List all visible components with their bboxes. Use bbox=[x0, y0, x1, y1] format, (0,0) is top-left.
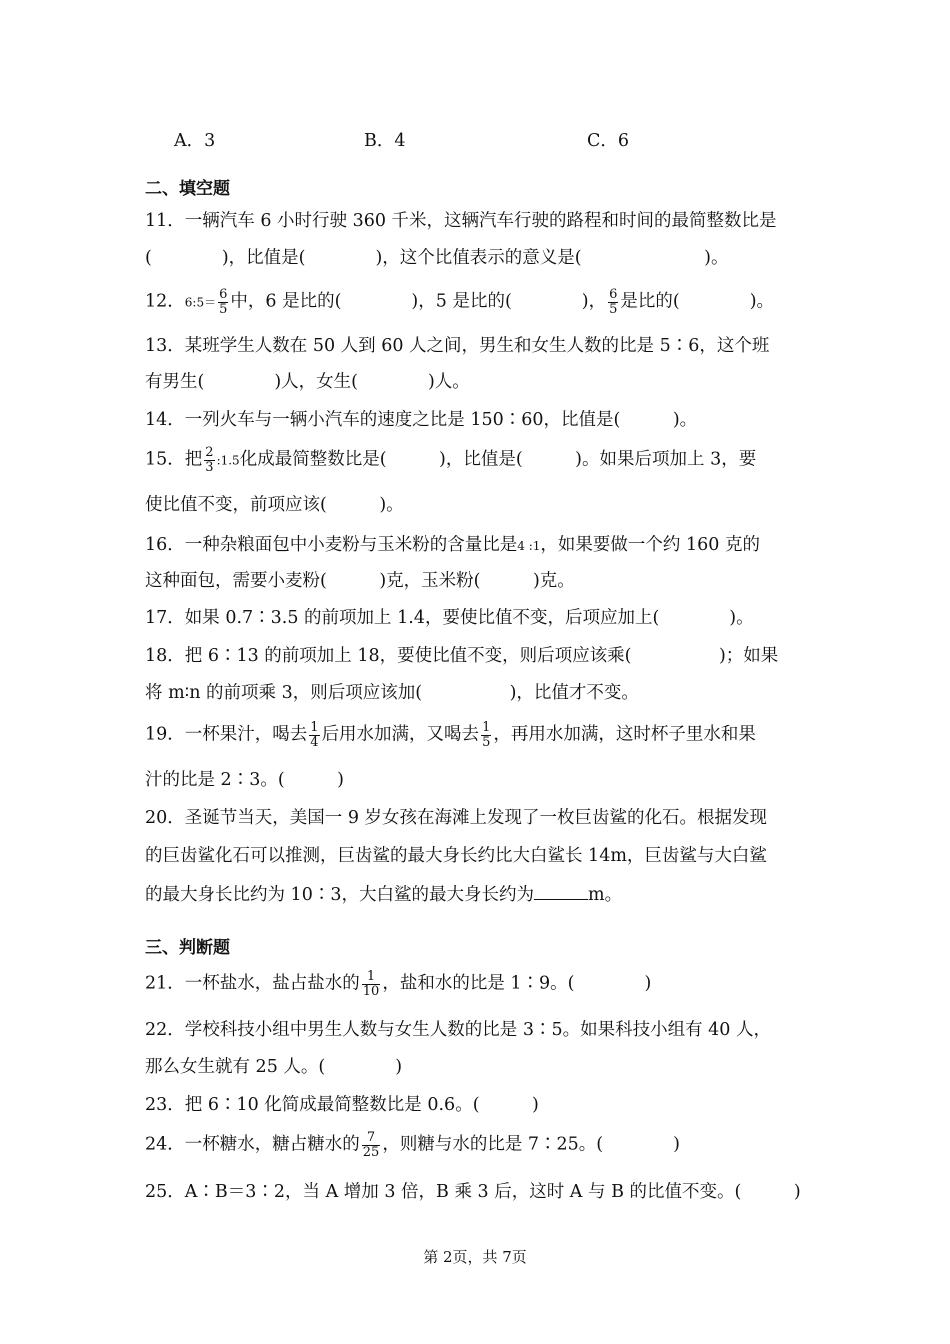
option-c: C．6 bbox=[587, 131, 630, 151]
q24-f-den: 25 bbox=[362, 1144, 380, 1160]
q16-line2: 这种面包，需要小麦粉( )克，玉米粉( )克。 bbox=[145, 571, 575, 591]
q15-f-num: 2 bbox=[205, 445, 214, 460]
q21-prefix: 21．一杯盐水，盐占盐水的 bbox=[145, 973, 360, 994]
option-a: A．3 bbox=[174, 131, 216, 151]
q19-line1 bbox=[145, 721, 756, 749]
q21 bbox=[145, 970, 651, 998]
q25: 25．A∶B＝3∶2，当 A 增加 3 倍，B 乘 3 后，这时 A 与 B 的比值不变。( ) bbox=[145, 1182, 801, 1202]
q20-line3-text: 的最大身长比约为 10∶3，大白鲨的最大身长约为 bbox=[145, 885, 534, 905]
section-judge-heading: 三、判断题 bbox=[145, 938, 230, 958]
q19-fraction-1 bbox=[309, 721, 319, 749]
q16-line1 bbox=[145, 537, 760, 555]
q12-post: 是比的( )。 bbox=[620, 291, 775, 312]
q24 bbox=[145, 1131, 680, 1159]
q21-fraction bbox=[362, 970, 381, 998]
q12-expr: 6:5＝ bbox=[184, 295, 217, 310]
section-fill-heading: 二、填空题 bbox=[145, 179, 230, 199]
q11-line1: 11．一辆汽车 6 小时行驶 360 千米，这辆汽车行驶的路程和时间的最简整数比是 bbox=[145, 211, 777, 231]
q12-fraction-1 bbox=[218, 288, 228, 316]
q12-mid: 中，6 是比的( )，5 是比的( )， bbox=[230, 291, 607, 312]
q19-post: ，再用水加满，这时杯子里水和果 bbox=[493, 724, 756, 745]
q21-f-den: 10 bbox=[362, 983, 380, 999]
q13-line1: 13．某班学生人数在 50 人到 60 人之间，男生和女生人数的比是 5∶6，这个班 bbox=[145, 336, 770, 356]
q18-line2: 将 m∶n 的前项乘 3，则后项应该加( )，比值才不变。 bbox=[145, 683, 639, 703]
q11-line2: ( )，比值是( )，这个比值表示的意义是( )。 bbox=[145, 248, 729, 268]
q15-f-den: 3 bbox=[205, 459, 214, 475]
q19-prefix: 19．一杯果汁，喝去 bbox=[145, 724, 308, 745]
q15-line2: 使比值不变，前项应该( )。 bbox=[145, 495, 404, 515]
q19-f1-num: 1 bbox=[310, 720, 319, 735]
q20-answer-blank bbox=[534, 885, 588, 900]
q19-mid: 后用水加满，又喝去 bbox=[321, 724, 480, 745]
q15-fraction bbox=[204, 446, 214, 474]
q22-line1: 22．学校科技小组中男生人数与女生人数的比是 3∶5。如果科技小组有 40 人， bbox=[145, 1020, 771, 1040]
q19-f2-den: 5 bbox=[482, 734, 491, 750]
q23: 23．把 6∶10 化简成最简整数比是 0.6。( ) bbox=[145, 1095, 539, 1115]
q21-f-num: 1 bbox=[362, 970, 381, 985]
q20-line3-end: m。 bbox=[587, 885, 623, 905]
q18-line1: 18．把 6∶13 的前项加上 18，要使比值不变，则后项应该乘( )；如果 bbox=[145, 646, 779, 666]
q12 bbox=[145, 288, 774, 316]
q12-f1-den: 5 bbox=[219, 301, 228, 317]
option-b: B．4 bbox=[364, 131, 406, 151]
q12-f2-den: 5 bbox=[609, 301, 618, 317]
q21-post: ，盐和水的比是 1∶9。( ) bbox=[382, 973, 652, 994]
q12-f2-num: 6 bbox=[609, 287, 618, 302]
q15-prefix: 15．把 bbox=[145, 449, 203, 470]
q13-line2: 有男生( )人，女生( )人。 bbox=[145, 372, 470, 392]
q12-fraction-2 bbox=[608, 288, 618, 316]
q24-f-num: 7 bbox=[362, 1131, 381, 1146]
q19-f2-num: 1 bbox=[482, 720, 491, 735]
q20-line1: 20．圣诞节当天，美国一 9 岁女孩在海滩上发现了一枚巨齿鲨的化石。根据发现 bbox=[145, 808, 768, 828]
q12-prefix: 12． bbox=[145, 291, 185, 312]
q19-fraction-2 bbox=[481, 721, 491, 749]
q15-post: 化成最简整数比是( )，比值是( )。如果后项加上 3，要 bbox=[239, 449, 757, 470]
q15-line1 bbox=[145, 446, 756, 474]
q24-post: ，则糖与水的比是 7∶25。( ) bbox=[382, 1134, 680, 1155]
q19-f1-den: 4 bbox=[310, 734, 319, 750]
q19-line2: 汁的比是 2∶3。( ) bbox=[145, 770, 344, 790]
q24-fraction bbox=[362, 1131, 381, 1159]
q22-line2: 那么女生就有 25 人。( ) bbox=[145, 1057, 403, 1077]
page-footer: 第 2页，共 7页 bbox=[423, 1248, 527, 1266]
q17: 17．如果 0.7∶3.5 的前项加上 1.4，要使比值不变，后项应加上( )。 bbox=[145, 608, 754, 628]
q16-expr: 4 :1 bbox=[517, 539, 541, 553]
q20-line3 bbox=[145, 885, 622, 905]
q20-line2: 的巨齿鲨化石可以推测，巨齿鲨的最大身长约比大白鲨长 14m，巨齿鲨与大白鲨 bbox=[145, 846, 767, 866]
q16-post: ，如果要做一个约 160 克的 bbox=[540, 535, 760, 555]
q14: 14．一列火车与一辆小汽车的速度之比是 150∶60，比值是( )。 bbox=[145, 410, 698, 430]
q16-prefix: 16．一种杂粮面包中小麦粉与玉米粉的含量比是 bbox=[145, 535, 518, 555]
q12-f1-num: 6 bbox=[219, 287, 228, 302]
q24-prefix: 24．一杯糖水，糖占糖水的 bbox=[145, 1134, 360, 1155]
q15-expr: :1.5 bbox=[216, 453, 240, 468]
